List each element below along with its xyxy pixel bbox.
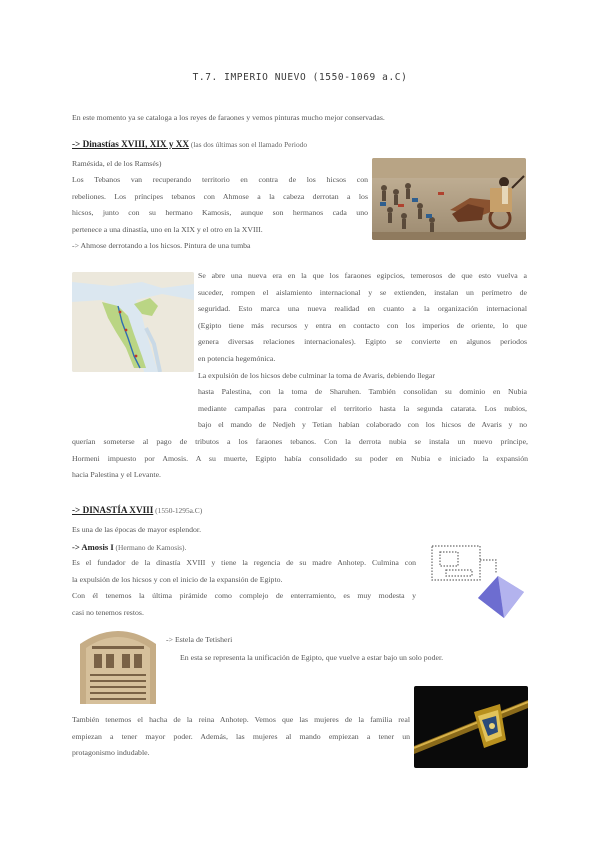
paragraph-line: mediante campañas para controlar el territorio hasta la segunda catarata. Los nubios, [198,403,527,413]
paragraph-line: pertenece a una dinastía, uno en la XIX y el otro en la XVIII. [72,224,263,234]
section1-paragraph2 [198,268,527,384]
paragraph-line: También tenemos el hacha de la reina Anhotep. Vemos que las mujeres de la familia real [72,715,410,724]
paragraph-line: la expulsión de los hicsos y con el inicio de la expansión de Egipto. [72,574,283,584]
paragraph-line: (Egipto tiene más recursos y entra en contacto con los imperios de oriente, lo que [198,320,527,330]
section2-heading-note: (1550-1295a.C) [153,506,203,515]
stela-image [74,624,162,704]
intro-text: En este momento ya se cataloga a los reyes de faraones y vemos pinturas mucho mejor conservadas. [72,113,385,122]
page-title: T.7. IMPERIO NUEVO (1550-1069 a.C) [192,72,408,83]
paragraph-line: protagonismo indudable. [72,748,150,758]
paragraph-line: Con él tenemos la última pirámide como complejo de enterramiento, es muy modesta y [72,591,416,601]
section1-heading-note: (las dos últimas son el llamado Periodo [189,140,308,149]
section1-heading-block [72,138,372,151]
paragraph-line: querían someterse al pago de tributos a los faraones tebanos. Con la derrota nubia se instala un nuevo príncipe, [72,437,528,446]
paragraph-line: rebeliones. Los príncipes tebanos con Ahmose a la cabeza derrotan a los [72,191,368,201]
stela-caption: -> Estela de Tetisheri [166,635,233,644]
paragraph-line: suceder, rompen el aislamiento internacional y se extienden, instalan un perímetro de [198,287,527,297]
paragraph-line: Hormeni impuesto por Amosis. A su muerte, Egipto había consolidado su poder en Nubia e iniciado la expansión [72,453,528,463]
paragraph-line: La expulsión de los hicsos debe culminar la toma de Avaris, debiendo llegar [198,370,435,380]
axe-image [414,686,528,768]
paragraph-line: hacia Palestina y el Levante. [72,470,161,480]
paragraph-line: hasta Palestina, con la toma de Sharuhen. También consolidan su dominio en Nubia [198,387,527,396]
axe-paragraph [72,712,410,762]
battle-caption: -> Ahmose derrotando a los hicsos. Pintura de una tumba [72,241,251,250]
egypt-map-image [72,272,194,372]
stela-text: En esta se representa la unificación de Egipto, que vuelve a estar bajo un solo poder. [180,653,444,662]
paragraph-line: Los Tebanos van recuperando territorio en contra de los hicsos con [72,175,368,184]
paragraph-line: Se abre una nueva era en la que los faraones egipcios, temerosos de que esto vuelva a [198,271,527,280]
pyramid-diagram-image [426,540,530,622]
paragraph-line: casi no tenemos restos. [72,607,144,617]
paragraph-line: seguridad. Esto marca una nueva realidad en cuanto a la organización internacional [198,304,527,314]
section1-paragraph [72,172,368,238]
battle-painting-image [372,158,526,240]
section2-paragraph [72,555,416,621]
section1-note-line2: Ramésida, el de los Ramsés) [72,159,162,168]
section2-subheading-block [72,539,186,557]
amosis-subheading: -> Amosis I [72,542,114,552]
section2-heading: -> DINASTÍA XVIII [72,505,154,515]
section2-heading-block [72,504,372,517]
amosis-note: (Hermano de Kamosis). [113,543,187,552]
paragraph-line: hicsos, junto con su hermano Kamosis, aunque son hermanos cada uno [72,208,368,218]
section1-paragraph3a [198,384,527,434]
paragraph-line: empiezan a tener mayor poder. Además, las mujeres al mando empiezan a tener un [72,731,410,741]
paragraph-line: bajo el mando de Nedjeh y Tetian habían colaborado con los hicsos de Avaris y no [198,420,527,430]
paragraph-line: en potencia hegemónica. [198,353,276,363]
section1-heading: -> Dinastías XVIII, XIX y XX [72,139,190,149]
section1-paragraph3b [72,434,528,484]
paragraph-line: genera diversas relaciones internacionales). Egipto se convierte en algunos periodos [198,337,527,347]
section2-line1: Es una de las épocas de mayor esplendor. [72,525,202,534]
paragraph-line: Es el fundador de la dinastía XVIII y tiene la regencia de su madre Anhotep. Culmina con [72,558,416,567]
